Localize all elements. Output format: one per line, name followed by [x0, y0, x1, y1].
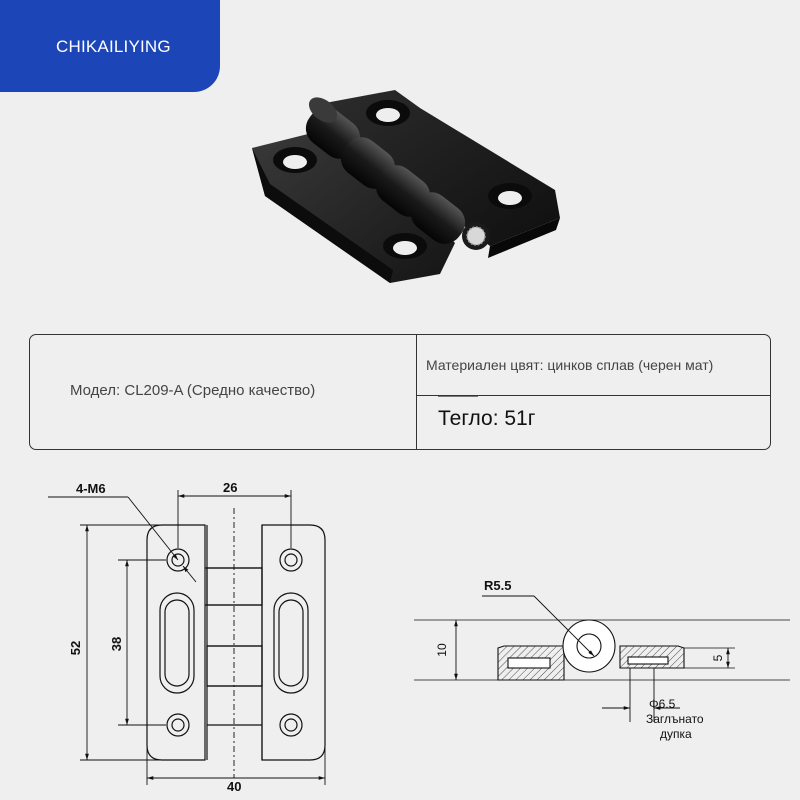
hole-spacing-label: 26: [223, 480, 238, 495]
weight-text: Тегло: 51г: [438, 407, 536, 430]
brand-banner: [0, 0, 220, 92]
countersink-label: Φ6.5: [649, 697, 676, 711]
model-text: Модел: CL209-A (Средно качество): [70, 382, 316, 399]
brand-name: CHIKAILIYING: [56, 37, 171, 56]
material-text: Материален цвят: цинков сплав (черен мат): [426, 357, 714, 373]
spec-table: [29, 334, 771, 450]
hinge-photo: [230, 78, 570, 298]
table-divider: [416, 335, 417, 449]
technical-drawing: [0, 460, 800, 800]
thickness-label: 10: [435, 643, 449, 657]
plate-thickness-label: 5: [711, 654, 725, 662]
hole-callout-label: 4-M6: [76, 481, 106, 496]
slot-length-label: 38: [109, 636, 124, 652]
underline-mark: [438, 396, 478, 397]
countersink-text-1: Заглънато: [646, 712, 704, 726]
radius-label: R5.5: [484, 578, 512, 593]
countersink-text-2: дупка: [660, 727, 692, 741]
front-view: [147, 508, 325, 778]
height-label: 52: [68, 640, 83, 656]
side-view: [414, 620, 790, 680]
width-label: 40: [227, 779, 242, 794]
